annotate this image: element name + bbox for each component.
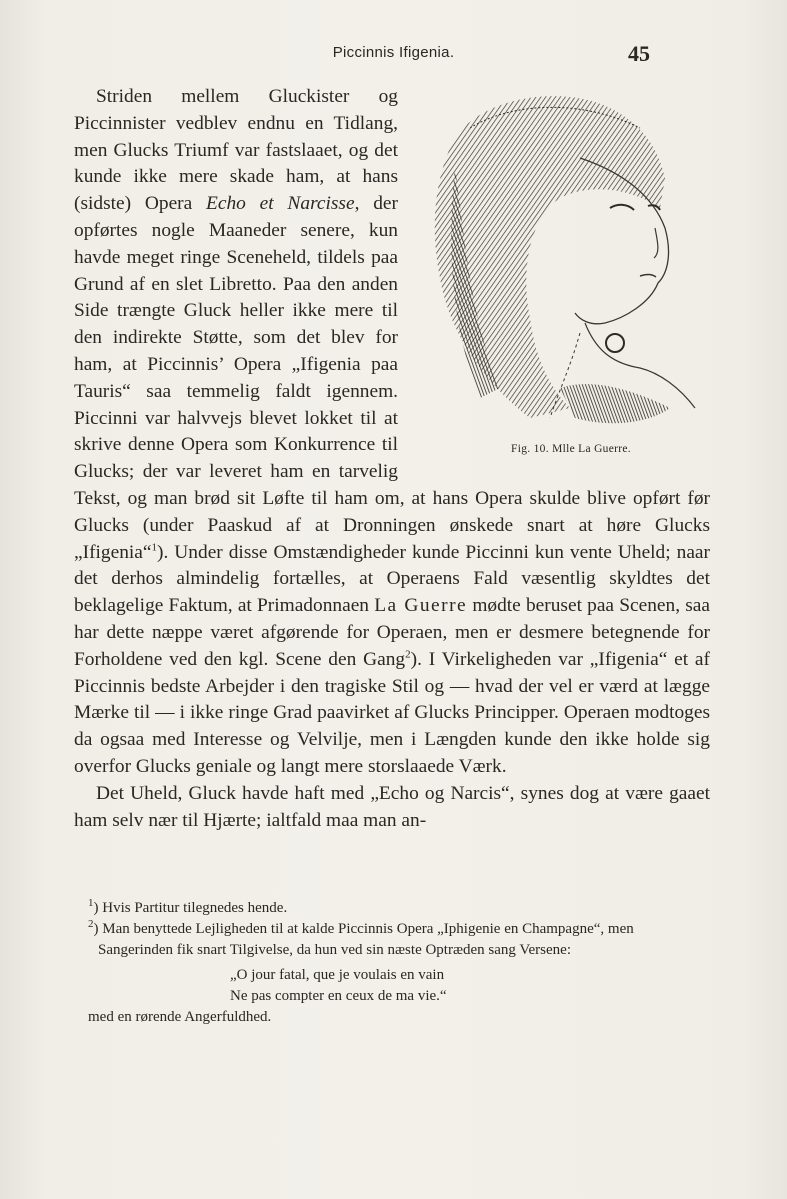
- nose: [654, 228, 658, 258]
- hair-curls-bottom: [560, 384, 670, 423]
- p1-part-c: ). Under disse Omstændigheder kunde Piccinni kun vente Uheld; naar det derhos almindelig fortælles, at Operaens Fald væsentlig skyldtes det beklagelige Faktum, at Primadonnaen: [74, 541, 710, 617]
- portrait-illustration: [410, 88, 710, 433]
- singer-name: La Guerre: [374, 595, 468, 617]
- footnote-1: [88, 898, 708, 919]
- footnote-1-marker: 1: [88, 897, 94, 909]
- footnotes: [88, 898, 708, 1028]
- verse-block: [230, 965, 708, 1007]
- hair-shape: [435, 96, 665, 418]
- p1-part-b: , der opførtes nogle Maaneder senere, kun havde meget ringe Sceneheld, tildels paa Grund af en slet Libretto. Paa den anden Side trængte Gluck heller ikke mere til den indirekte Støtte, som det blev for ham, at Piccinnis’ Opera „Ifigenia paa Tauris“ saa temmelig faldt igennem. Piccinni var halvvejs blevet lokket til at skrive denne Opera som Konkurrence til Glucks; der var leveret ham en tarvelig Tekst, og man brød sit Løfte til ham om, at hans Opera skulde blive opført før Glucks (under Paaskud af at Dronningen ønskede snart at høre Glucks „Ifigenia“: [74, 193, 710, 563]
- p1-part-a: Striden mellem Gluckister og Piccinnister vedblev endnu en Tidlang, men Glucks Triumf var fastslaaet, og det kunde ikke mere skade ham, at hans (sidste) Opera: [74, 86, 398, 215]
- footnote-1-text: ) Hvis Partitur tilegnedes hende.: [93, 900, 288, 916]
- footnote-ref-1: 1: [151, 541, 158, 554]
- footnote-2: [88, 919, 708, 961]
- p1-part-e: ). I Virkeligheden var „Ifigenia“ et af Piccinnis bedste Arbejder i den tragiske Stil og — hvad der vel er værd at lægge Mærke til — i ikke ringe Grad paavirket af Glucks Principper. Operaen modtoges da ogsaa med Interesse og Velvilje, men i Længden kunde den ikke holde sig overfor Glucks geniale og langt mere storslaaede Værk.: [74, 648, 710, 777]
- paragraph-1: [74, 84, 710, 781]
- p1-part-d: mødte beruset paa Scenen, saa har dette næppe været afgørende for Operaen, men er desmere betegnende for Forholdene ved den kgl. Scene den Gang: [74, 595, 710, 670]
- verse-line-2: Ne pas compter en ceux de ma vie.“: [230, 988, 447, 1004]
- paragraph-2: Det Uheld, Gluck havde haft med „Echo og Narcis“, synes dog at være gaaet ham selv nær til Hjærte; ialtfald maa man an-: [74, 782, 710, 831]
- page-number: 45: [628, 41, 650, 66]
- footnote-closing: med en rørende Angerfuldhed.: [88, 1009, 272, 1025]
- eye-left: [610, 205, 634, 210]
- footnote-2-text: ) Man benyttede Lejligheden til at kalde Piccinnis Opera „Iphigenie en Champagne“, men Sangerinden fik snart Tilgivelse, da hun ved sin næste Optræden sang Versene:: [93, 921, 634, 958]
- work-title: Echo et Narcisse: [206, 193, 355, 215]
- footnote-ref-2: 2: [405, 648, 411, 661]
- running-title: Piccinnis Ifigenia.: [332, 44, 455, 61]
- verse-line-1: „O jour fatal, que je voulais en vain: [230, 967, 445, 983]
- footnote-2-marker: 2: [88, 918, 94, 930]
- mouth: [640, 275, 656, 277]
- earring: [606, 334, 624, 352]
- figure-caption: Fig. 10. Mlle La Guerre.: [511, 443, 631, 455]
- body-text: [74, 84, 710, 834]
- figure-portrait: [410, 88, 710, 456]
- page-header: [0, 41, 787, 72]
